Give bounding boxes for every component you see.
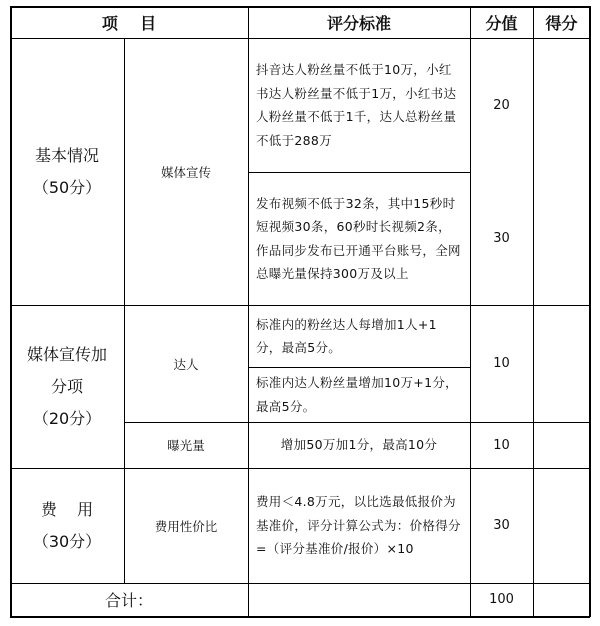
border-right bbox=[589, 6, 591, 617]
col-line-score bbox=[533, 6, 534, 617]
header-value: 分值 bbox=[485, 13, 518, 33]
header-criteria: 评分标准 bbox=[326, 13, 391, 33]
category-bonus-title: 媒体宣传加分项 bbox=[27, 344, 108, 396]
total-value: 100 bbox=[489, 592, 514, 607]
criteria-influencer-fans: 标准内达人粉丝量增加10万+1分，最高5分。 bbox=[256, 375, 458, 414]
category-basic-title: 基本情况 bbox=[34, 145, 99, 165]
category-cost-title: 费 用 bbox=[40, 499, 94, 519]
value-influencer: 10 bbox=[493, 356, 510, 371]
category-basic-points: （50分） bbox=[32, 177, 102, 197]
category-basic bbox=[10, 38, 124, 305]
sub-media-publicity: 媒体宣传 bbox=[160, 164, 211, 180]
criteria-videos: 发布视频不低于32条，其中15秒时短视频30条，60秒时长视频2条，作品同步发布已开通平台账号，全网总曝光量保持300万及以上 bbox=[256, 195, 461, 281]
total-label: 合计： bbox=[104, 591, 153, 610]
header-item: 项 目 bbox=[101, 13, 157, 33]
header-score: 得分 bbox=[545, 13, 578, 33]
sub-influencer: 达人 bbox=[173, 356, 199, 372]
category-bonus-points: （20分） bbox=[32, 408, 102, 428]
border-bottom bbox=[10, 616, 590, 618]
criteria-fans: 抖音达人粉丝量不低于10万，小红书达人粉丝量不低于1万，小红书达人粉丝量不低于1千，达人总粉丝量不低于288万 bbox=[256, 62, 457, 148]
category-cost-points: （30分） bbox=[32, 531, 102, 551]
criteria-influencer-count: 标准内的粉丝达人每增加1人+1分，最高5分。 bbox=[256, 316, 437, 355]
criteria-exposure: 增加50万加1分，最高10分 bbox=[280, 437, 438, 453]
value-videos: 30 bbox=[493, 231, 510, 246]
value-exposure: 10 bbox=[493, 437, 510, 453]
category-bonus bbox=[10, 305, 124, 468]
value-cost: 30 bbox=[493, 518, 510, 533]
sub-cost-performance: 费用性价比 bbox=[154, 518, 218, 534]
sub-exposure: 曝光量 bbox=[167, 438, 205, 453]
category-cost bbox=[10, 468, 124, 583]
value-fans: 20 bbox=[493, 97, 510, 113]
criteria-cost: 费用＜4.8万元，以比选最低报价为基准价，评分计算公式为：价格得分=（评分基准价/报价）×10 bbox=[256, 494, 461, 557]
